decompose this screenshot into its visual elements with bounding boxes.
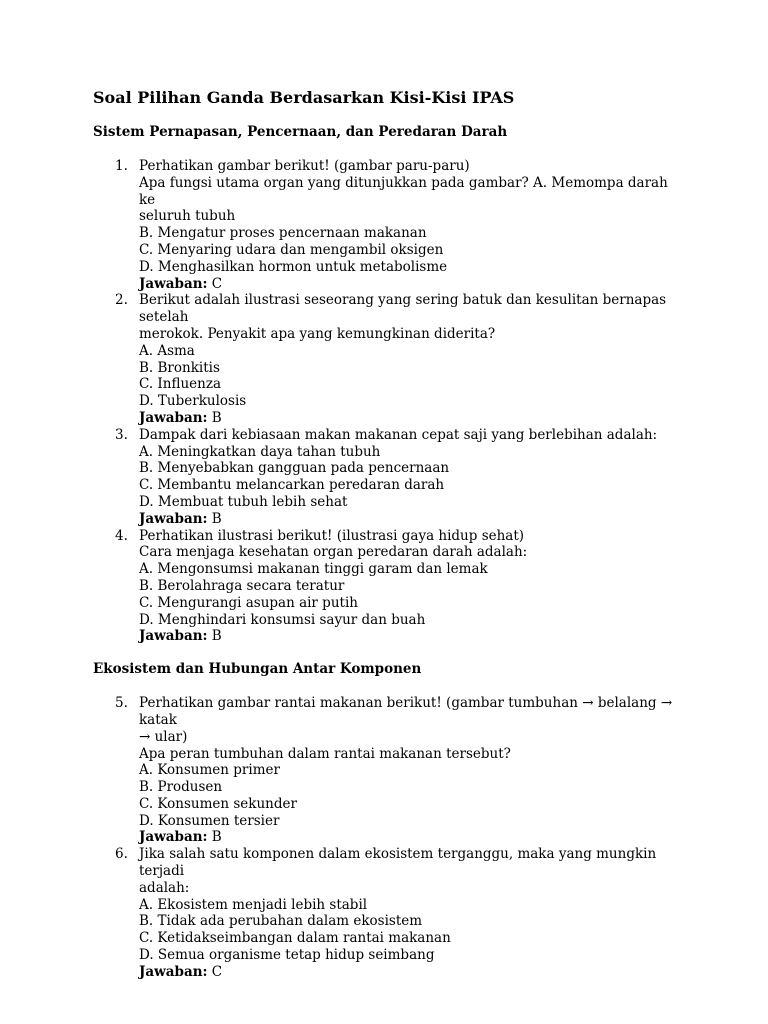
answer-option: B. Menyebabkan gangguan pada pencernaan <box>139 460 450 477</box>
question-text-line: seluruh tubuh <box>139 208 236 225</box>
question-number: 5. <box>115 695 128 712</box>
question-text-line: → ular) <box>139 728 188 745</box>
answer-option: C. Menyaring udara dan mengambil oksigen <box>139 241 444 258</box>
question-text-line: Apa peran tumbuhan dalam rantai makanan tersebut? <box>139 745 511 762</box>
answer-option: C. Ketidakseimbangan dalam rantai makanan <box>139 930 451 947</box>
question-number: 2. <box>115 292 128 309</box>
answer-option: A. Mengonsumsi makanan tinggi garam dan lemak <box>139 561 488 578</box>
answer-key <box>139 511 673 528</box>
answer-option: B. Berolahraga secara teratur <box>139 577 345 594</box>
answer-value: B <box>211 510 222 527</box>
answer-label: Jawaban: <box>139 409 208 426</box>
answer-label: Jawaban: <box>139 628 208 645</box>
question-text-line: Dampak dari kebiasaan makan makanan cepat saji yang berlebihan adalah: <box>139 426 658 443</box>
question-number: 6. <box>115 846 128 863</box>
answer-option: B. Tidak ada perubahan dalam ekosistem <box>139 913 423 930</box>
question-text-line: Apa fungsi utama organ yang ditunjukkan pada gambar? A. Memompa darah ke <box>139 174 668 208</box>
section-heading: Sistem Pernapasan, Pencernaan, dan Peredaran Darah <box>93 124 508 140</box>
question-text-line: Jika salah satu komponen dalam ekosistem terganggu, maka yang mungkin terjadi <box>139 846 657 880</box>
answer-value: C <box>211 963 223 980</box>
question-item <box>93 158 673 292</box>
answer-option: D. Menghasilkan hormon untuk metabolisme <box>139 258 448 275</box>
answer-option: C. Konsumen sekunder <box>139 795 297 812</box>
answer-option: A. Meningkatkan daya tahan tubuh <box>139 443 381 460</box>
answer-option: C. Mengurangi asupan air putih <box>139 594 358 611</box>
question-number: 1. <box>115 158 128 174</box>
answer-key <box>139 829 673 846</box>
question-text-line: Perhatikan gambar rantai makanan berikut! (gambar tumbuhan → belalang → katak <box>139 695 673 728</box>
question-list <box>93 695 673 981</box>
answer-option: B. Mengatur proses pencernaan makanan <box>139 225 427 242</box>
answer-key <box>139 964 673 981</box>
answer-option: D. Tuberkulosis <box>139 393 247 410</box>
answer-option: A. Ekosistem menjadi lebih stabil <box>139 896 368 913</box>
question-list <box>93 158 673 645</box>
answer-value: B <box>211 628 222 645</box>
answer-option: B. Bronkitis <box>139 359 220 376</box>
question-text-line: Berikut adalah ilustrasi seseorang yang sering batuk dan kesulitan bernapas setelah <box>139 292 667 326</box>
answer-option: D. Konsumen tersier <box>139 812 280 829</box>
answer-key <box>139 410 673 427</box>
answer-option: D. Membuat tubuh lebih sehat <box>139 493 348 510</box>
answer-key <box>139 628 673 645</box>
document-page <box>93 88 673 997</box>
question-number: 3. <box>115 426 128 443</box>
question-text-line: Perhatikan gambar berikut! (gambar paru-paru) <box>139 158 470 174</box>
answer-option: B. Produsen <box>139 779 223 796</box>
question-text-line: merokok. Penyakit apa yang kemungkinan diderita? <box>139 325 496 342</box>
answer-value: B <box>211 829 222 846</box>
answer-option: C. Influenza <box>139 376 222 393</box>
answer-label: Jawaban: <box>139 275 208 292</box>
document-title: Soal Pilihan Ganda Berdasarkan Kisi-Kisi IPAS <box>93 88 515 107</box>
sections-container <box>93 124 673 981</box>
question-text-line: Perhatikan ilustrasi berikut! (ilustrasi gaya hidup sehat) <box>139 527 525 544</box>
answer-option: D. Semua organisme tetap hidup seimbang <box>139 947 435 964</box>
question-item <box>93 528 673 646</box>
section-heading: Ekosistem dan Hubungan Antar Komponen <box>93 661 422 678</box>
question-item <box>93 695 673 846</box>
answer-key <box>139 276 673 293</box>
answer-option: A. Asma <box>139 342 195 359</box>
question-text-line: Cara menjaga kesehatan organ peredaran darah adalah: <box>139 544 528 561</box>
answer-label: Jawaban: <box>139 829 208 846</box>
answer-label: Jawaban: <box>139 510 208 527</box>
question-item <box>93 292 673 426</box>
answer-label: Jawaban: <box>139 963 208 980</box>
answer-option: C. Membantu melancarkan peredaran darah <box>139 477 445 494</box>
question-item <box>93 846 673 980</box>
answer-value: C <box>211 275 223 292</box>
question-text-line: adalah: <box>139 879 190 896</box>
question-number: 4. <box>115 527 128 544</box>
question-item <box>93 427 673 528</box>
answer-option: A. Konsumen primer <box>139 762 280 779</box>
answer-value: B <box>211 409 222 426</box>
answer-option: D. Menghindari konsumsi sayur dan buah <box>139 611 426 628</box>
